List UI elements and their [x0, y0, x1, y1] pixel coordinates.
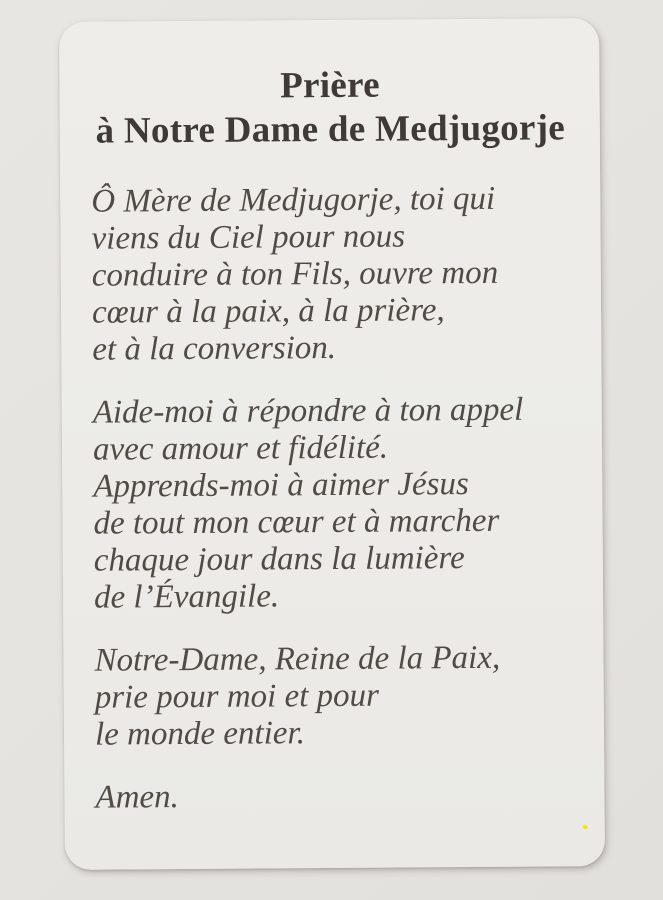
prayer-line: Ô Mère de Medjugorje, toi qui — [91, 180, 496, 220]
prayer-line: Aide-moi à répondre à ton appel — [92, 391, 524, 431]
card-content — [59, 18, 605, 817]
prayer-line: conduire à ton Fils, ouvre mon — [91, 254, 499, 294]
prayer-line: prie pour moi et pour — [94, 677, 380, 716]
prayer-paragraph-amen — [95, 776, 574, 816]
prayer-paragraph-2 — [93, 391, 574, 616]
title-line-2: à Notre Dame de Medjugorje — [95, 107, 566, 152]
yellow-speck — [583, 825, 588, 829]
prayer-paragraph-3 — [94, 639, 574, 753]
prayer-line: Notre-Dame, Reine de la Paix, — [94, 639, 501, 679]
title-line-1: Prière — [279, 64, 380, 107]
prayer-paragraph-1 — [91, 180, 571, 368]
prayer-card — [59, 18, 605, 870]
prayer-line: Apprends-moi à aimer Jésus — [93, 466, 469, 505]
prayer-line: avec amour et fidélité. — [92, 429, 389, 468]
prayer-line: le monde entier. — [94, 715, 306, 753]
prayer-line: chaque jour dans la lumière — [93, 540, 465, 579]
prayer-line: viens du Ciel pour nous — [91, 218, 406, 257]
prayer-line: Amen. — [95, 779, 179, 816]
card-title — [90, 62, 570, 153]
prayer-line: de tout mon cœur et à marcher — [93, 502, 500, 542]
prayer-line: cœur à la paix, à la prière, — [91, 292, 445, 331]
prayer-line: et à la conversion. — [92, 329, 337, 368]
prayer-line: de l’Évangile. — [93, 578, 280, 616]
prayer-body — [91, 180, 574, 816]
